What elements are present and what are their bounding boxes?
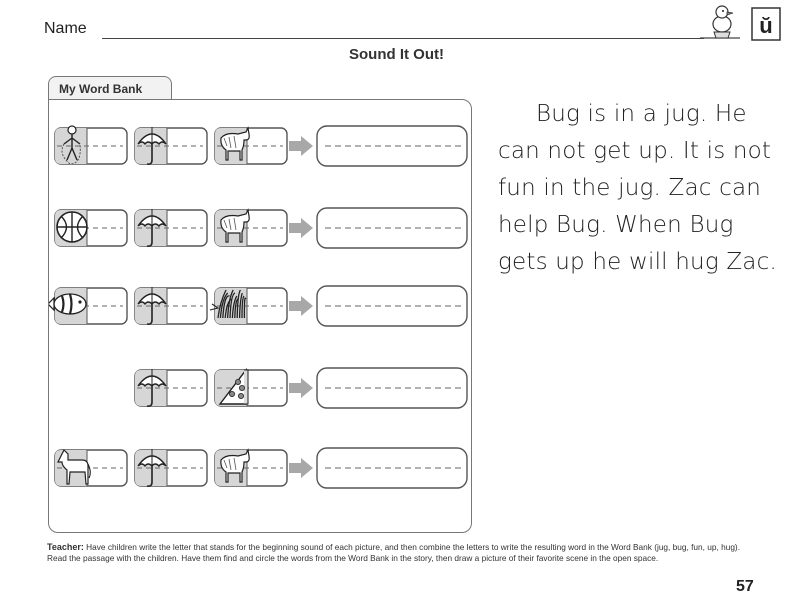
word-bank-frame: [48, 99, 472, 533]
teacher-note: [47, 542, 759, 564]
duck-mascot-icon: [700, 2, 786, 44]
arrow-right-icon: [289, 218, 313, 238]
arrow-right-icon: [289, 296, 313, 316]
letter-box[interactable]: [49, 288, 127, 324]
word-answer-box[interactable]: [317, 126, 467, 166]
story-passage: Bug is in a jug. He can not get up. It is not fun in the jug. Zac can help Bug. When Bug gets up he will hug Zac.: [498, 101, 777, 275]
word-bank-row: [135, 368, 467, 408]
vowel-card: ŭ: [759, 13, 773, 38]
teacher-label: Teacher:: [47, 542, 84, 552]
arrow-right-icon: [289, 458, 313, 478]
letter-box[interactable]: [135, 449, 207, 486]
arrow-right-icon: [289, 378, 313, 398]
word-bank-row: [55, 208, 467, 248]
word-answer-box[interactable]: [317, 286, 467, 326]
word-answer-box[interactable]: [317, 208, 467, 248]
page-title: Sound It Out!: [349, 46, 444, 63]
teacher-text: Have children write the letter that stands for the beginning sound of each picture, and then combine the letters to write the resulting word in the Word Bank (jug, bug, fun, up, hug). Read the passage with the children. Have them find and circle the words from the Word Bank in the story, then draw a picture of their favorite scene in the open space.: [47, 542, 741, 563]
letter-box[interactable]: [210, 288, 287, 324]
letter-box[interactable]: [135, 287, 207, 324]
word-bank-grid: [49, 100, 473, 534]
letter-box[interactable]: [135, 209, 207, 246]
word-bank-row: [49, 286, 467, 326]
page-number: 57: [736, 578, 754, 595]
letter-box[interactable]: [135, 369, 207, 406]
name-label: Name: [44, 20, 87, 37]
word-answer-box[interactable]: [317, 368, 467, 408]
name-row: [44, 20, 704, 42]
letter-box[interactable]: [215, 450, 287, 486]
basketball-icon: [57, 212, 87, 242]
letter-box[interactable]: [55, 450, 127, 486]
word-answer-box[interactable]: [317, 448, 467, 488]
letter-box[interactable]: [135, 127, 207, 164]
name-input-line[interactable]: [102, 38, 704, 39]
word-bank-tab-label: My Word Bank: [59, 82, 143, 96]
word-bank-row: [55, 126, 467, 166]
word-bank-row: [55, 448, 467, 488]
letter-box[interactable]: [215, 128, 287, 164]
fish-icon: [49, 294, 86, 314]
letter-box[interactable]: [55, 210, 127, 246]
letter-box[interactable]: [215, 370, 287, 406]
letter-box[interactable]: [215, 210, 287, 246]
arrow-right-icon: [289, 136, 313, 156]
letter-box[interactable]: [55, 126, 127, 164]
